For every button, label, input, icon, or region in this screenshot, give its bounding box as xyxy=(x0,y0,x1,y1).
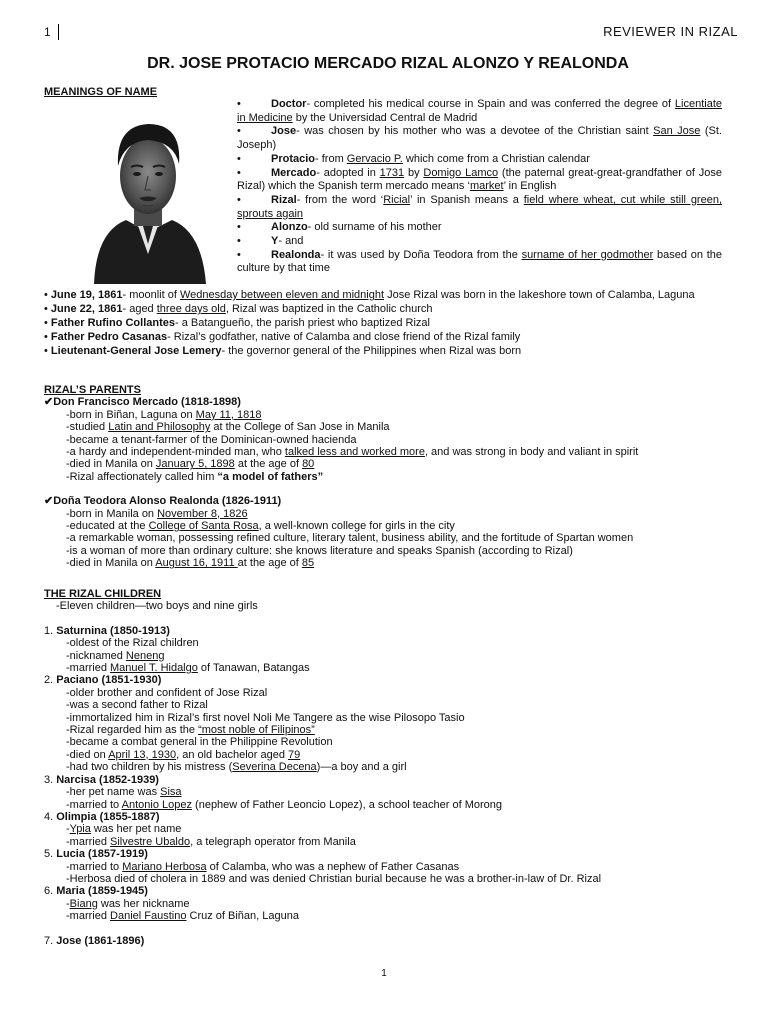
rizal-portrait xyxy=(86,104,210,284)
portrait-image xyxy=(86,104,210,284)
child-line: -older brother and confident of Jose Rizal xyxy=(66,686,268,699)
child-line: -Ypia was her pet name xyxy=(66,823,182,836)
children-intro: -Eleven children—two boys and nine girls xyxy=(56,600,258,613)
meaning-alonzo: • Alonzo- old surname of his mother xyxy=(237,221,442,234)
mother-name: ✔Doña Teodora Alonso Realonda (1826-1911) xyxy=(44,495,282,508)
father-line: -died in Manila on January 5, 1898 at the age of 80 xyxy=(66,458,315,471)
child-line: -Biang was her nickname xyxy=(66,897,190,910)
fact-birth: • June 19, 1861- moonlit of Wednesday between eleven and midnight Jose Rizal was born in the lakeshore town of Calamba, Laguna xyxy=(44,289,695,301)
child-line: -married to Antonio Lopez (nephew of Father Leoncio Lopez), a school teacher of Morong xyxy=(66,798,503,811)
mother-line: -born in Manila on November 8, 1826 xyxy=(66,507,248,520)
child-line: -married to Mariano Herbosa of Calamba, who was a nephew of Father Casanas xyxy=(66,860,460,873)
child-line: -nicknamed Neneng xyxy=(66,649,165,662)
child-saturnina: 1. Saturnina (1850-1913) xyxy=(44,624,170,637)
child-maria: 6. Maria (1859-1945) xyxy=(44,885,148,898)
header-page-number: 1 xyxy=(44,24,59,40)
child-line: -oldest of the Rizal children xyxy=(66,637,199,650)
document-title: DR. JOSE PROTACIO MERCADO RIZAL ALONZO Y REALONDA xyxy=(147,55,629,72)
child-line: -was a second father to Rizal xyxy=(66,699,208,712)
child-line: -her pet name was Sisa xyxy=(66,786,182,799)
name-meanings-list xyxy=(237,98,722,276)
meaning-y: • Y- and xyxy=(237,235,304,248)
mother-line: -died in Manila on August 16, 1911 at the age of 85 xyxy=(66,557,315,570)
father-line: -born in Biñan, Laguna on May 11, 1818 xyxy=(66,408,262,421)
child-line: -married Silvestre Ubaldo, a telegraph operator from Manila xyxy=(66,835,356,848)
child-line: -Rizal regarded him as the “most noble of Filipinos” xyxy=(66,724,315,737)
father-line: -a hardy and independent-minded man, who talked less and worked more, and was strong in body and valiant in spirit xyxy=(66,446,639,459)
page-header xyxy=(44,24,738,42)
child-olimpia: 4. Olimpia (1855-1887) xyxy=(44,810,160,823)
child-lucia: 5. Lucia (1857-1919) xyxy=(44,848,148,861)
meaning-mercado: • Mercado- adopted in 1731 by Domigo Lamco (the paternal great-great-grandfather of Jose Rizal) which the Spanish term mercado means ‘market’ in English xyxy=(237,166,722,193)
header-title: REVIEWER IN RIZAL xyxy=(603,24,738,39)
child-jose: 7. Jose (1861-1896) xyxy=(44,934,145,947)
fact-collantes: • Father Rufino Collantes- a Batangueño, the parish priest who baptized Rizal xyxy=(44,317,430,329)
child-line: -Herbosa died of cholera in 1889 and was denied Christian burial because he was a brother-in-law of Dr. Rizal xyxy=(66,872,602,885)
spacer xyxy=(44,923,734,935)
child-line: -immortalized him in Rizal’s first novel Noli Me Tangere as the wise Pilosopo Tasio xyxy=(66,711,465,724)
meaning-realonda: • Realonda- it was used by Doña Teodora from the surname of her godmother based on the culture by that time xyxy=(237,248,722,275)
child-line: -had two children by his mistress (Severina Decena)—a boy and a girl xyxy=(66,761,407,774)
mother-line: -is a woman of more than ordinary culture: she knows literature and speaks Spanish (according to Rizal) xyxy=(66,544,573,557)
father-line: -studied Latin and Philosophy at the College of San Jose in Manila xyxy=(66,421,390,434)
child-line: -married Manuel T. Hidalgo of Tanawan, Batangas xyxy=(66,662,310,675)
father-name: ✔Don Francisco Mercado (1818-1898) xyxy=(44,396,241,409)
meanings-heading: MEANINGS OF NAME xyxy=(44,86,158,98)
fact-baptism: • June 22, 1861- aged three days old, Rizal was baptized in the Catholic church xyxy=(44,303,433,315)
father-line: -became a tenant-farmer of the Dominican-owned hacienda xyxy=(66,433,357,446)
father-line: -Rizal affectionately called him “a model of fathers” xyxy=(66,470,324,483)
fact-casanas: • Father Pedro Casanas- Rizal’s godfather, native of Calamba and close friend of the Rizal family xyxy=(44,331,521,343)
mother-line: -a remarkable woman, possessing refined culture, literary talent, business ability, and the fortitude of Spartan women xyxy=(66,532,634,545)
children-heading: THE RIZAL CHILDREN xyxy=(44,588,162,600)
child-line: -became a combat general in the Philippine Revolution xyxy=(66,736,333,749)
meaning-rizal: • Rizal- from the word ‘Ricial’ in Spanish means a field where wheat, cut while still green, sprouts again xyxy=(237,193,723,220)
meaning-protacio: • Protacio- from Gervacio P. which come from a Christian calendar xyxy=(237,152,590,165)
meaning-doctor: • Doctor- completed his medical course in Spain and was conferred the degree of Licentiate in Medicine by the Universidad Central de Madrid xyxy=(237,98,722,124)
footer-page-number: 1 xyxy=(381,968,387,979)
spacer xyxy=(44,613,734,625)
child-paciano: 2. Paciano (1851-1930) xyxy=(44,674,162,687)
parents-section xyxy=(44,384,734,570)
spacer xyxy=(44,483,734,495)
child-narcisa: 3. Narcisa (1852-1939) xyxy=(44,773,159,786)
birth-facts xyxy=(44,288,722,358)
fact-lemery: • Lieutenant-General Jose Lemery- the governor general of the Philippines when Rizal was born xyxy=(44,345,522,357)
child-line: -married Daniel Faustino Cruz of Biñan, Laguna xyxy=(66,910,299,923)
child-line: -died on April 13, 1930, an old bachelor aged 79 xyxy=(66,748,301,761)
parents-heading: RIZAL’S PARENTS xyxy=(44,384,141,396)
mother-line: -educated at the College of Santa Rosa, a well-known college for girls in the city xyxy=(66,520,455,533)
meaning-jose: • Jose- was chosen by his mother who was a devotee of the Christian saint San Jose (St. Joseph) xyxy=(237,125,722,152)
children-section xyxy=(44,588,734,947)
